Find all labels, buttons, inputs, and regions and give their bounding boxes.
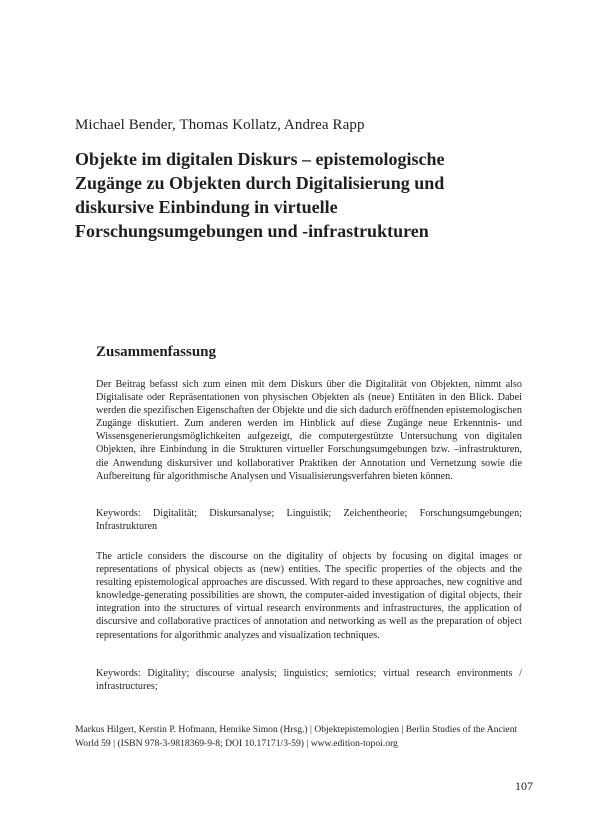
article-title: Objekte im digitalen Diskurs – epistemologische Zugänge zu Objekten durch Digitalisierung und diskursive Einbindung in virtuelle Forschungsumgebungen und -infrastrukturen (75, 149, 445, 241)
keywords-german-text: Keywords: Digitalität; Diskursanalyse; Linguistik; Zeichentheorie; Forschungsumgebungen; Infrastrukturen (96, 508, 522, 533)
abstract-heading: Zusammenfassung (96, 344, 217, 360)
abstract-english (96, 550, 522, 642)
abstract-english-text: The article considers the discourse on the digitality of objects by focusing on digital images or representations of physical objects as (new) entities. The specific properties of the objects and the resulting epistemological approaches are discussed. With regard to these approaches, new cognitive and knowledge-generating possibilities are shown, the computer-aided investigation of digital objects, their integration into the structures of virtual research environments and infrastructures, the application of discursive and collaborative practices of annotation and networking as well as the preparation of object representations for algorithmic analyzes and visualization techniques. (96, 551, 522, 641)
abstract-german (96, 378, 522, 483)
authors: Michael Bender, Thomas Kollatz, Andrea Rapp (75, 117, 365, 133)
keywords-english (96, 667, 522, 693)
keywords-german (96, 507, 522, 533)
keywords-english-text: Keywords: Digitality; discourse analysis; linguistics; semiotics; virtual research environments / infrastructures; (96, 668, 522, 693)
abstract-german-text: Der Beitrag befasst sich zum einen mit dem Diskurs über die Digitalität von Objekten, nimmt also Digitalisate oder Repräsentationen von physischen Objekten als (neue) Entitäten in den Blick. Dabei werden die spezifischen Eigenschaften der Objekte und die sich dadurch eröffnenden epistemologischen Zugänge diskutiert. Zum anderen werden im Hinblick auf diese Zugänge neue Erkenntnis- und Wissensgenerierungsmöglichkeiten aufgezeigt, die computergestützte Untersuchung von digitalen Objekten, ihre Einbindung in die Strukturen virtueller Forschungsumgebungen bzw. –infrastrukturen, die Anwendung diskursiver und kollaborativer Praktiken der Annotation und Vernetzung sowie die Aufbereitung für algorithmische Analysen und Visualisierungsverfahren bieten können. (96, 379, 522, 482)
page-number: 107 (515, 779, 533, 793)
citation-footer: Markus Hilgert, Kerstin P. Hofmann, Henrike Simon (Hrsg.) | Objektepistemologien | Berlin Studies of the Ancient World 59 | (ISBN 978-3-9818369-9-8; DOI 10.17171/3-59) | www.edition-topoi.org (75, 724, 518, 749)
